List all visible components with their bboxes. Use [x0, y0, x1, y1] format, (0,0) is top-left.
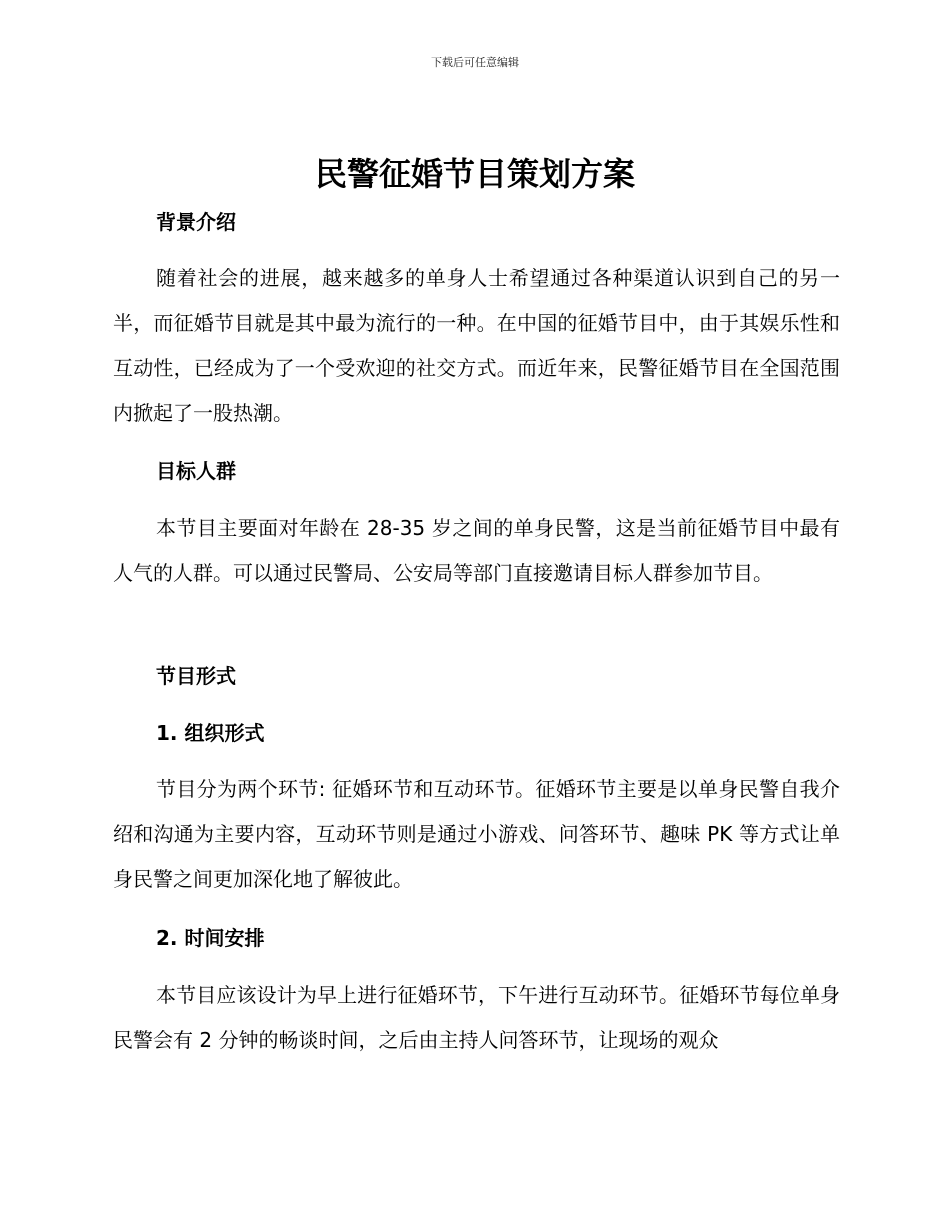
- page-header: 下载后可任意编辑: [431, 56, 519, 69]
- section-paragraph-target-audience: 本节目主要面对年龄在 28-35 岁之间的单身民警，这是当前征婚节目中最有人气的人群。可以通过民警局、公安局等部门直接邀请目标人群参加节目。: [113, 516, 840, 585]
- section-heading-program-format: 节目形式: [156, 664, 236, 688]
- section-heading-background: 背景介绍: [156, 210, 236, 234]
- section-paragraph-organization-format: 节目分为两个环节: 征婚环节和互动环节。征婚环节主要是以单身民警自我介绍和沟通为主要内容，互动环节则是通过小游戏、问答环节、趣味 PK 等方式让单身民警之间更加深化地了解彼此。: [113, 777, 840, 891]
- section-heading-target-audience: 目标人群: [156, 459, 236, 483]
- document-title: 民警征婚节目策划方案: [314, 155, 635, 193]
- section-paragraph-schedule: 本节目应该设计为早上进行征婚环节，下午进行互动环节。征婚环节每位单身民警会有 2 分钟的畅谈时间，之后由主持人问答环节，让现场的观众: [113, 983, 840, 1052]
- section-heading-schedule: 2. 时间安排: [156, 926, 265, 950]
- section-heading-organization-format: 1. 组织形式: [156, 721, 265, 745]
- section-paragraph-background: 随着社会的进展，越来越多的单身人士希望通过各种渠道认识到自己的另一半，而征婚节目就是其中最为流行的一种。在中国的征婚节目中，由于其娱乐性和互动性，已经成为了一个受欢迎的社交方式。而近年来，民警征婚节目在全国范围内掀起了一股热潮。: [113, 266, 840, 425]
